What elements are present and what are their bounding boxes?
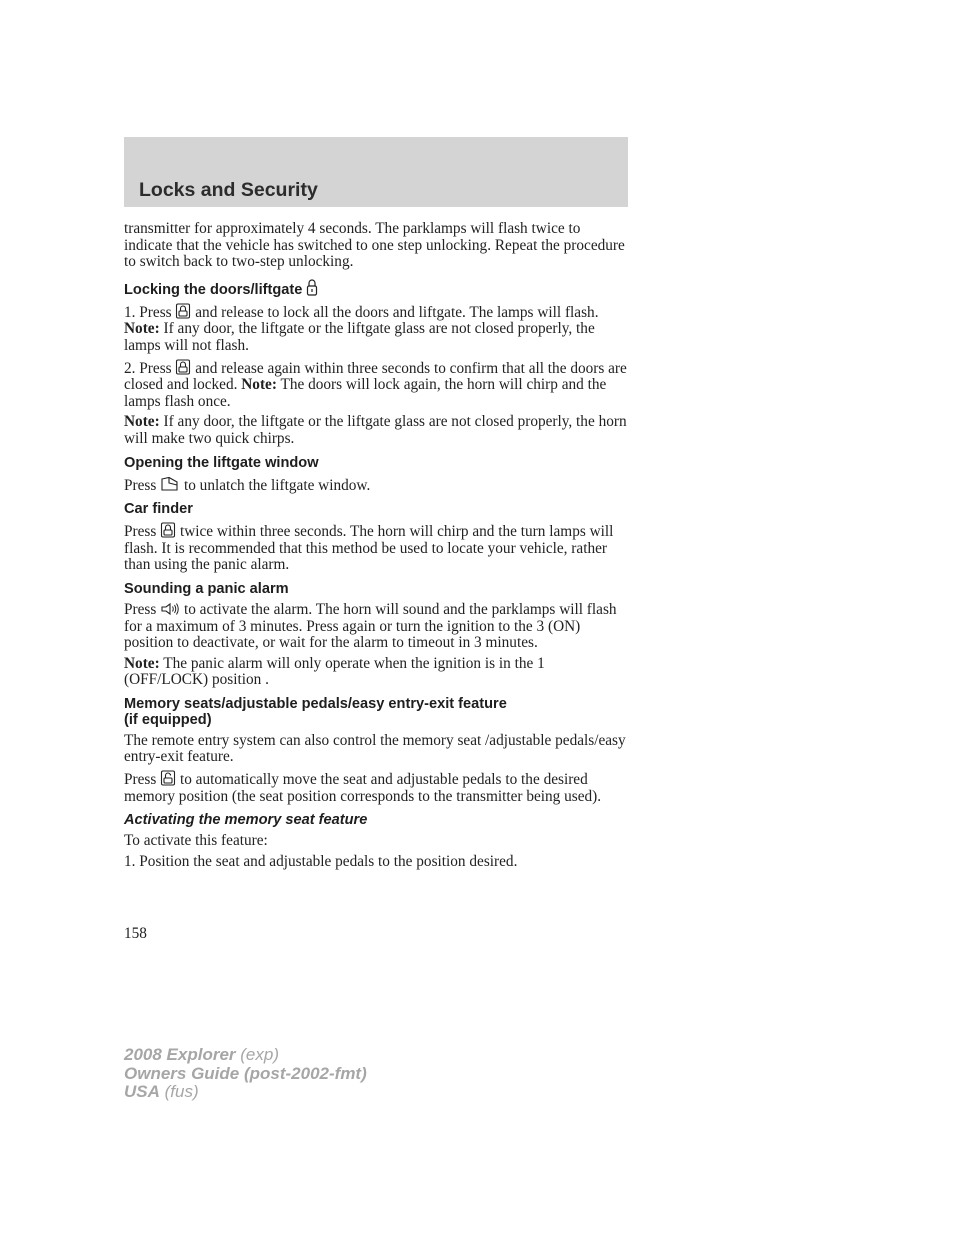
- car-finder-heading: Car finder: [124, 501, 193, 518]
- activating-heading: Activating the memory seat feature: [124, 812, 368, 829]
- liftgate-icon: [160, 476, 180, 492]
- page-content: [124, 221, 630, 874]
- panic-paragraph: Press to activate the alarm. The horn will sound and the parklamps will flash for a maximum of 3 minutes. Press again or turn the ignition to the 3 (ON) position to deactivate, or wait for the alarm to timeout in 3 minutes.: [124, 600, 617, 652]
- locking-step-1: 1. Press and release to lock all the doors and liftgate. The lamps will flash. Note: If any door, the liftgate or the liftgate glass are not closed properly, the lamps will not flash.: [124, 303, 599, 354]
- footer: [124, 1046, 367, 1102]
- horn-icon: [160, 602, 180, 616]
- locking-step-2: 2. Press and release again within three seconds to confirm that all the doors are closed and locked. Note: The doors will lock again, the horn will chirp and the lamps flash once.: [124, 359, 627, 410]
- lock-icon: [306, 278, 318, 296]
- lock-button-icon: [175, 303, 191, 319]
- footer-line-1: 2008 Explorer (exp): [124, 1045, 279, 1064]
- unlock-button-icon: [160, 770, 176, 786]
- memory-paragraph-2: Press to automatically move the seat and adjustable pedals to the desired memory position (the seat position corresponds to the transmitter being used).: [124, 771, 602, 805]
- lock-button-icon: [175, 359, 191, 375]
- activating-step-1: 1. Position the seat and adjustable pedals to the position desired.: [124, 852, 518, 870]
- liftgate-heading: Opening the liftgate window: [124, 454, 319, 471]
- intro-paragraph: transmitter for approximately 4 seconds. The parklamps will flash twice to indicate that the vehicle has switched to one step unlocking. Repeat the procedure to switch back to two-step unlocking.: [124, 220, 625, 271]
- panic-heading: Sounding a panic alarm: [124, 580, 289, 597]
- panic-note: Note: The panic alarm will only operate when the ignition is in the 1 (OFF/LOCK) position .: [124, 654, 545, 689]
- lock-button-icon: [160, 522, 176, 538]
- footer-line-2: Owners Guide (post-2002-fmt): [124, 1063, 367, 1083]
- memory-heading: Memory seats/adjustable pedals/easy entry-exit feature (if equipped): [124, 695, 507, 728]
- section-title: Locks and Security: [139, 179, 318, 201]
- locking-heading: Locking the doors/liftgate: [124, 278, 630, 298]
- liftgate-paragraph: Press to unlatch the liftgate window.: [124, 476, 371, 494]
- car-finder-paragraph: Press twice within three seconds. The horn will chirp and the turn lamps will flash. It is recommended that this method be used to locate your vehicle, rather than using the panic alarm.: [124, 523, 614, 574]
- section-header-band: [124, 137, 628, 207]
- activating-paragraph: To activate this feature:: [124, 832, 268, 850]
- memory-paragraph-1: The remote entry system can also control the memory seat /adjustable pedals/easy entry-exit feature.: [124, 731, 626, 766]
- page-number: 158: [124, 925, 147, 942]
- locking-note: Note: If any door, the liftgate or the liftgate glass are not closed properly, the horn will make two quick chirps.: [124, 413, 627, 447]
- footer-line-3: USA (fus): [124, 1082, 199, 1102]
